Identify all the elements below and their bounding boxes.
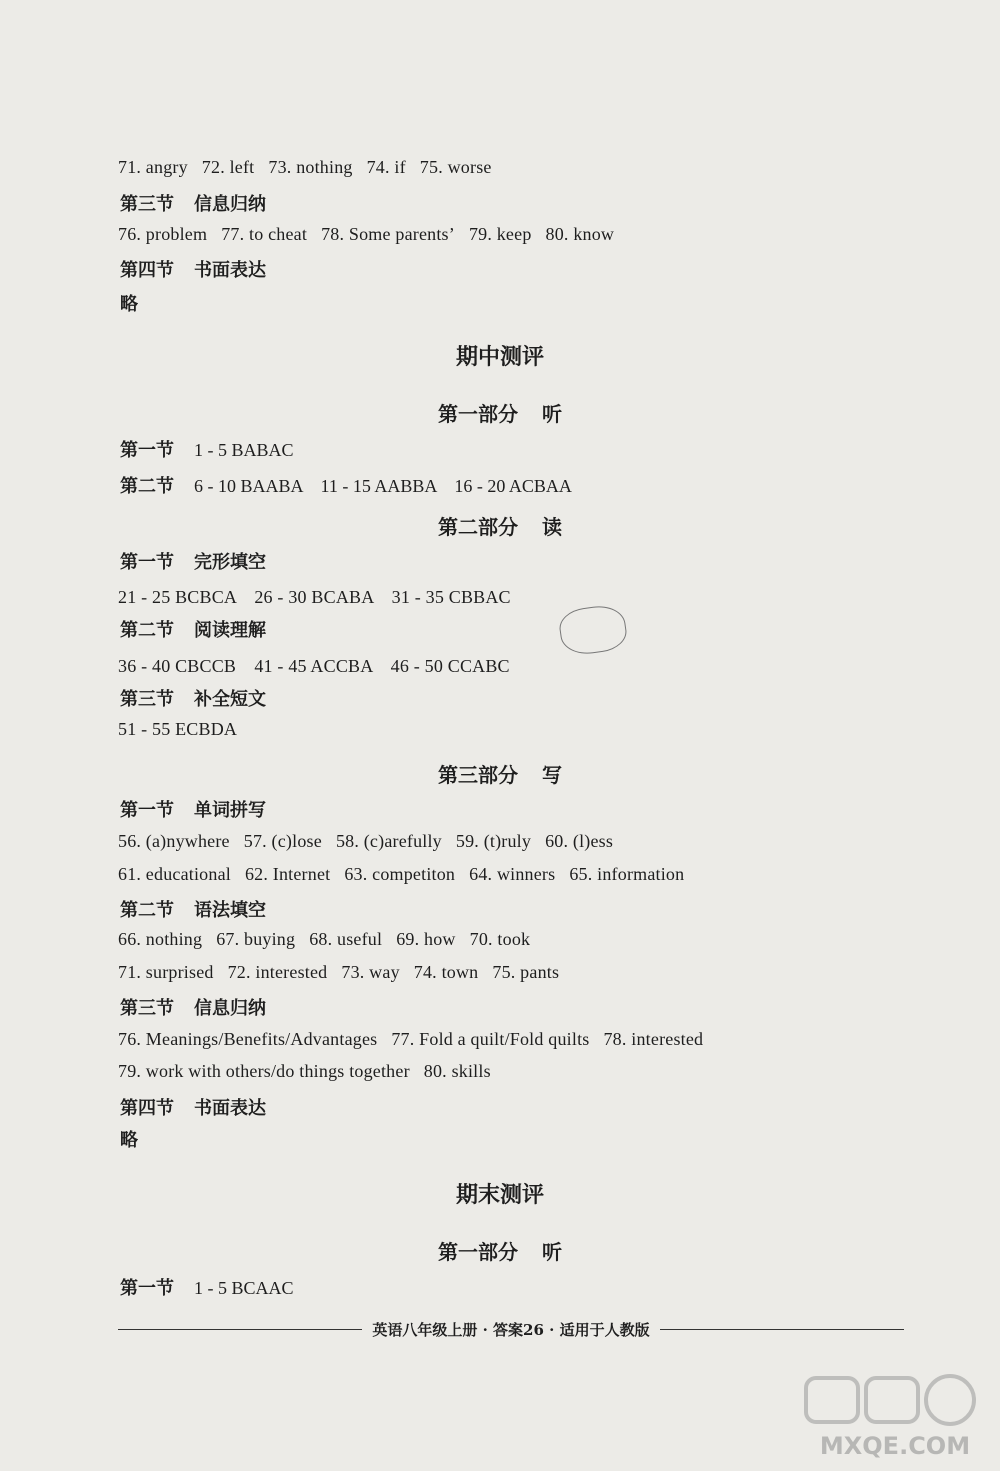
section-heading: 第四节 书面表达	[120, 260, 266, 281]
answer-row: 76. problem 77. to cheat 78. Some parents’ 79. keep 80. know	[118, 224, 615, 244]
section-answer: 第一节 1 - 5 BCAAC	[120, 1278, 294, 1299]
final-title: 期末测评	[455, 1183, 544, 1208]
midterm-title: 期中测评	[455, 345, 544, 370]
watermark-logo	[800, 1372, 990, 1462]
section-heading: 第三节 补全短文	[120, 689, 266, 710]
section-heading: 第三节 信息归纳	[120, 194, 266, 215]
part-heading: 第一部分 听	[438, 402, 562, 426]
answer-row: 21 - 25 BCBCA 26 - 30 BCABA 31 - 35 CBBAC	[118, 587, 511, 607]
section-heading: 第一节 完形填空	[120, 552, 266, 573]
answer-row: 56. (a)nywhere 57. (c)lose 58. (c)arefully 59. (t)ruly 60. (l)ess	[118, 831, 614, 851]
section-heading: 第三节 信息归纳	[120, 998, 266, 1019]
section-heading: 第二节 阅读理解	[120, 620, 266, 641]
watermark-text: MXQE.COM	[819, 1432, 971, 1460]
footer-rule-left	[118, 1329, 362, 1330]
section-answer: 第一节 1 - 5 BABAC	[120, 440, 294, 461]
omitted-mark: 略	[120, 1130, 138, 1151]
footer-rule-right	[660, 1329, 904, 1330]
answer-row: 51 - 55 ECBDA	[118, 719, 238, 739]
section-heading: 第四节 书面表达	[120, 1098, 266, 1119]
omitted-mark: 略	[120, 294, 138, 315]
footer-text: 英语八年级上册 · 答案26 · 适用于人教版	[372, 1320, 650, 1339]
part-heading: 第三部分 写	[438, 763, 562, 787]
section-heading: 第二节 语法填空	[120, 900, 266, 921]
section-heading: 第一节 单词拼写	[120, 800, 266, 821]
answer-row: 66. nothing 67. buying 68. useful 69. how 70. took	[118, 929, 531, 949]
answer-row: 71. angry 72. left 73. nothing 74. if 75. worse	[118, 157, 492, 177]
answer-row: 76. Meanings/Benefits/Advantages 77. Fold a quilt/Fold quilts 78. interested	[118, 1029, 704, 1049]
watermark-glyph-box	[866, 1378, 918, 1422]
answer-row: 71. surprised 72. interested 73. way 74. town 75. pants	[118, 962, 560, 982]
section-answer: 第二节 6 - 10 BAABA 11 - 15 AABBA 16 - 20 ACBAA	[120, 476, 572, 497]
watermark-glyph-circle	[926, 1376, 974, 1424]
watermark-glyph-box	[806, 1378, 858, 1422]
part-heading: 第一部分 听	[438, 1240, 562, 1264]
part-heading: 第二部分 读	[438, 515, 562, 539]
answer-row: 36 - 40 CBCCB 41 - 45 ACCBA 46 - 50 CCABC	[118, 656, 510, 676]
stamp-mark	[557, 603, 629, 658]
page-footer	[118, 1318, 904, 1340]
answer-row: 79. work with others/do things together 80. skills	[118, 1061, 491, 1081]
answer-row: 61. educational 62. Internet 63. competiton 64. winners 65. information	[118, 864, 685, 884]
